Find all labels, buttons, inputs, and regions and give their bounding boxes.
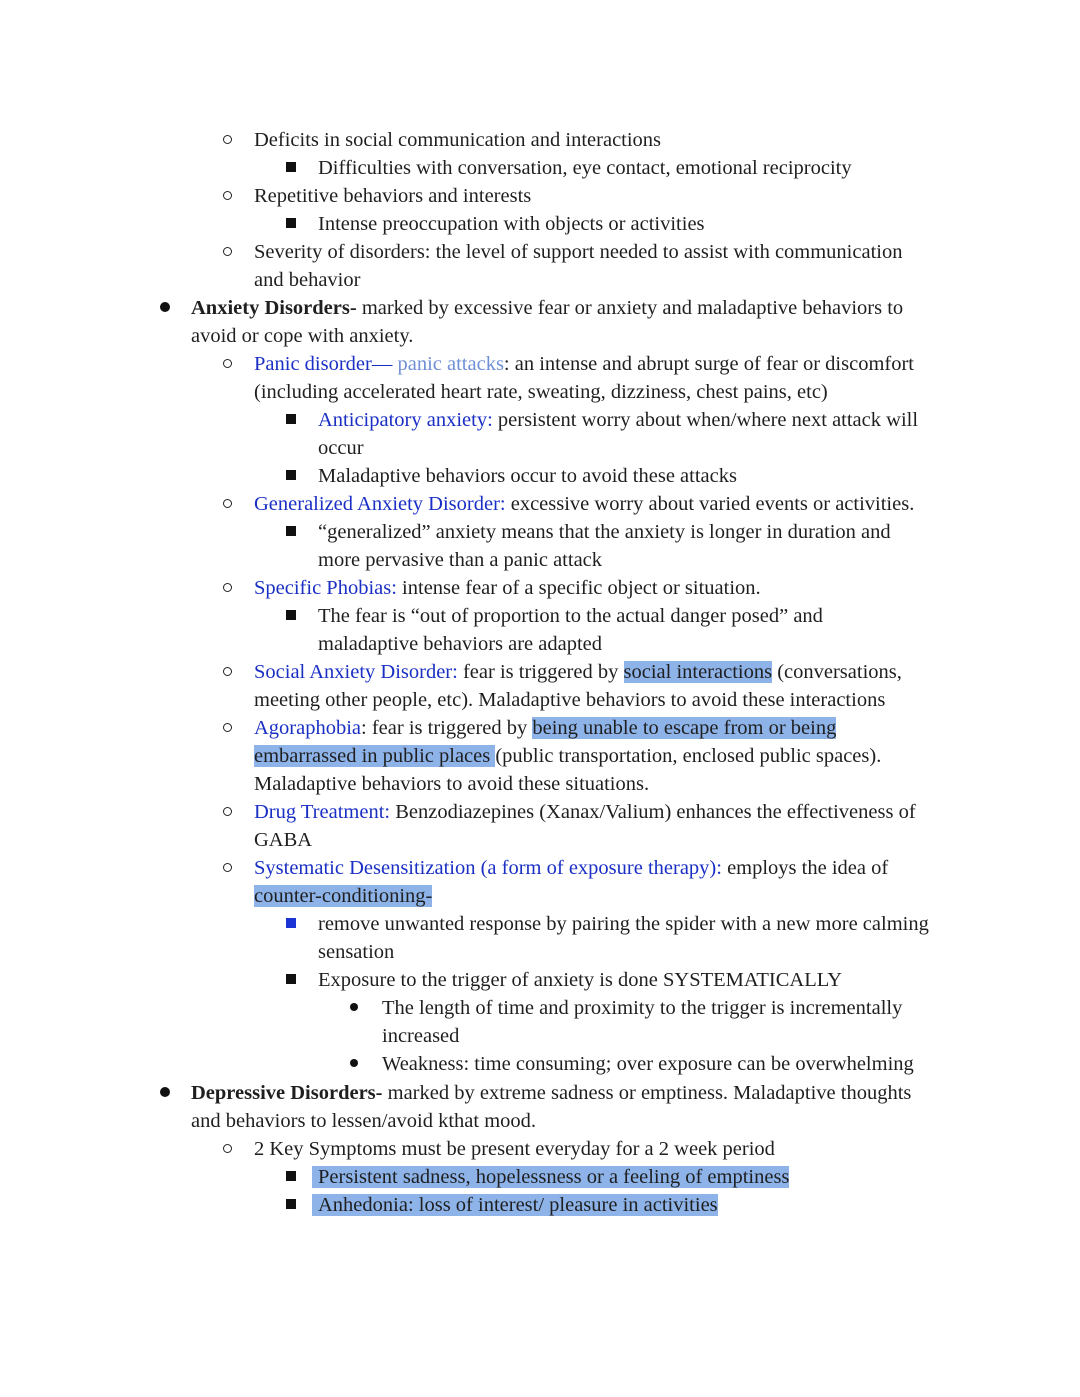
hollow-bullet-icon — [223, 1135, 232, 1163]
hollow-bullet-icon — [223, 350, 232, 378]
hollow-bullet-icon — [223, 798, 232, 826]
list-item — [254, 658, 902, 686]
anxiety-heading — [191, 294, 903, 322]
anticipatory-definition: persistent worry about when/where next attack will — [492, 409, 919, 431]
systematic-desensitization-term: Systematic Desensitization (a form of exposure therapy): — [254, 857, 722, 879]
highlighted-text: Anhedonia: loss of interest/ pleasure in activities — [312, 1194, 718, 1216]
filled-bullet-icon — [350, 994, 358, 1022]
filled-bullet-icon — [350, 1050, 358, 1078]
square-bullet-icon — [286, 1163, 296, 1191]
list-item: Difficulties with conversation, eye contact, emotional reciprocity — [318, 157, 852, 179]
list-item-continuation: increased — [382, 1025, 460, 1047]
list-item — [254, 574, 761, 602]
list-item-continuation: GABA — [254, 829, 313, 851]
highlighted-text: embarrassed in public places — [254, 745, 496, 767]
filled-bullet-icon — [160, 294, 170, 322]
square-bullet-icon — [286, 602, 296, 630]
specific-phobias-definition: intense fear of a specific object or situation. — [396, 577, 761, 599]
list-item-continuation: and behavior — [254, 269, 361, 291]
hollow-bullet-icon — [223, 658, 232, 686]
agoraphobia-examples: (public transportation, enclosed public spaces). — [495, 745, 882, 767]
list-item — [312, 1163, 789, 1191]
social-anxiety-text: fear is triggered by — [457, 661, 624, 683]
systematic-desensitization-text: employs the idea of — [721, 857, 889, 879]
hollow-bullet-icon — [223, 574, 232, 602]
square-bullet-icon — [286, 1191, 296, 1219]
list-item: The fear is “out of proportion to the actual danger posed” and — [318, 605, 823, 627]
depressive-heading — [191, 1079, 911, 1107]
list-item: remove unwanted response by pairing the spider with a new more calming — [318, 913, 929, 935]
list-item: Maladaptive behaviors occur to avoid these attacks — [318, 465, 737, 487]
list-item: Severity of disorders: the level of support needed to assist with communication — [254, 241, 903, 263]
square-bullet-icon — [286, 462, 296, 490]
square-bullet-icon — [286, 518, 296, 546]
list-item-continuation: maladaptive behaviors are adapted — [318, 633, 603, 655]
hollow-bullet-icon — [223, 182, 232, 210]
hollow-bullet-icon — [223, 126, 232, 154]
agoraphobia-term: Agoraphobia — [254, 717, 362, 739]
social-anxiety-examples: (conversations, — [772, 661, 902, 683]
list-item-continuation: meeting other people, etc). Maladaptive behaviors to avoid these interactions — [254, 689, 886, 711]
list-item-continuation: occur — [318, 437, 364, 459]
list-item: Intense preoccupation with objects or activities — [318, 213, 705, 235]
hollow-bullet-icon — [223, 714, 232, 742]
anxiety-title: Anxiety Disorders- — [191, 297, 357, 319]
list-item — [254, 490, 914, 518]
list-item — [254, 350, 914, 378]
square-bullet-icon — [286, 210, 296, 238]
list-item: Repetitive behaviors and interests — [254, 185, 532, 207]
panic-attacks-term: panic attacks — [392, 353, 504, 375]
list-item — [254, 798, 916, 826]
list-item-continuation — [254, 742, 881, 770]
square-bullet-icon — [286, 406, 296, 434]
list-item — [318, 406, 918, 434]
square-bullet-icon — [286, 154, 296, 182]
hollow-bullet-icon — [223, 490, 232, 518]
list-item: The length of time and proximity to the trigger is incrementally — [382, 997, 903, 1019]
depressive-title: Depressive Disorders- — [191, 1082, 383, 1104]
list-item-continuation: more pervasive than a panic attack — [318, 549, 603, 571]
list-item — [254, 854, 888, 882]
highlighted-text: counter-conditioning- — [254, 885, 433, 907]
square-bullet-icon — [286, 966, 296, 994]
highlighted-text: social interactions — [623, 661, 773, 683]
list-item: 2 Key Symptoms must be present everyday for a 2 week period — [254, 1138, 775, 1160]
specific-phobias-term: Specific Phobias: — [254, 577, 397, 599]
anxiety-description: marked by excessive fear or anxiety and maladaptive behaviors to — [356, 297, 904, 319]
hollow-bullet-icon — [223, 854, 232, 882]
agoraphobia-text: : fear is triggered by — [361, 717, 533, 739]
depressive-description: marked by extreme sadness or emptiness. Maladaptive thoughts — [382, 1082, 912, 1104]
gad-definition: excessive worry about varied events or activities. — [505, 493, 915, 515]
hollow-bullet-icon — [223, 238, 232, 266]
highlighted-text: being unable to escape from or being — [532, 717, 837, 739]
highlighted-text: Persistent sadness, hopelessness or a feeling of emptiness — [312, 1166, 789, 1188]
drug-treatment-text: Benzodiazepines (Xanax/Valium) enhances the effectiveness of — [390, 801, 916, 823]
gad-term: Generalized Anxiety Disorder: — [254, 493, 506, 515]
list-item-continuation — [254, 882, 432, 910]
list-item-continuation: (including accelerated heart rate, sweating, dizziness, chest pains, etc) — [254, 381, 828, 403]
square-bullet-icon — [286, 910, 296, 938]
list-item: Exposure to the trigger of anxiety is done SYSTEMATICALLY — [318, 969, 843, 991]
list-item — [254, 714, 836, 742]
list-item — [312, 1191, 718, 1219]
list-item-continuation: sensation — [318, 941, 395, 963]
list-item: “generalized” anxiety means that the anxiety is longer in duration and — [318, 521, 891, 543]
panic-disorder-term: Panic disorder— — [254, 353, 393, 375]
panic-definition: : an intense and abrupt surge of fear or discomfort — [503, 353, 914, 375]
social-anxiety-term: Social Anxiety Disorder: — [254, 661, 458, 683]
list-item: Deficits in social communication and interactions — [254, 129, 662, 151]
list-item-continuation: and behaviors to lessen/avoid kthat mood. — [191, 1110, 537, 1132]
anticipatory-anxiety-term: Anticipatory anxiety: — [318, 409, 493, 431]
list-item-continuation: avoid or cope with anxiety. — [191, 325, 414, 347]
drug-treatment-term: Drug Treatment: — [254, 801, 391, 823]
filled-bullet-icon — [160, 1079, 170, 1107]
list-item-continuation: Maladaptive behaviors to avoid these situations. — [254, 773, 650, 795]
list-item: Weakness: time consuming; over exposure can be overwhelming — [382, 1053, 914, 1075]
